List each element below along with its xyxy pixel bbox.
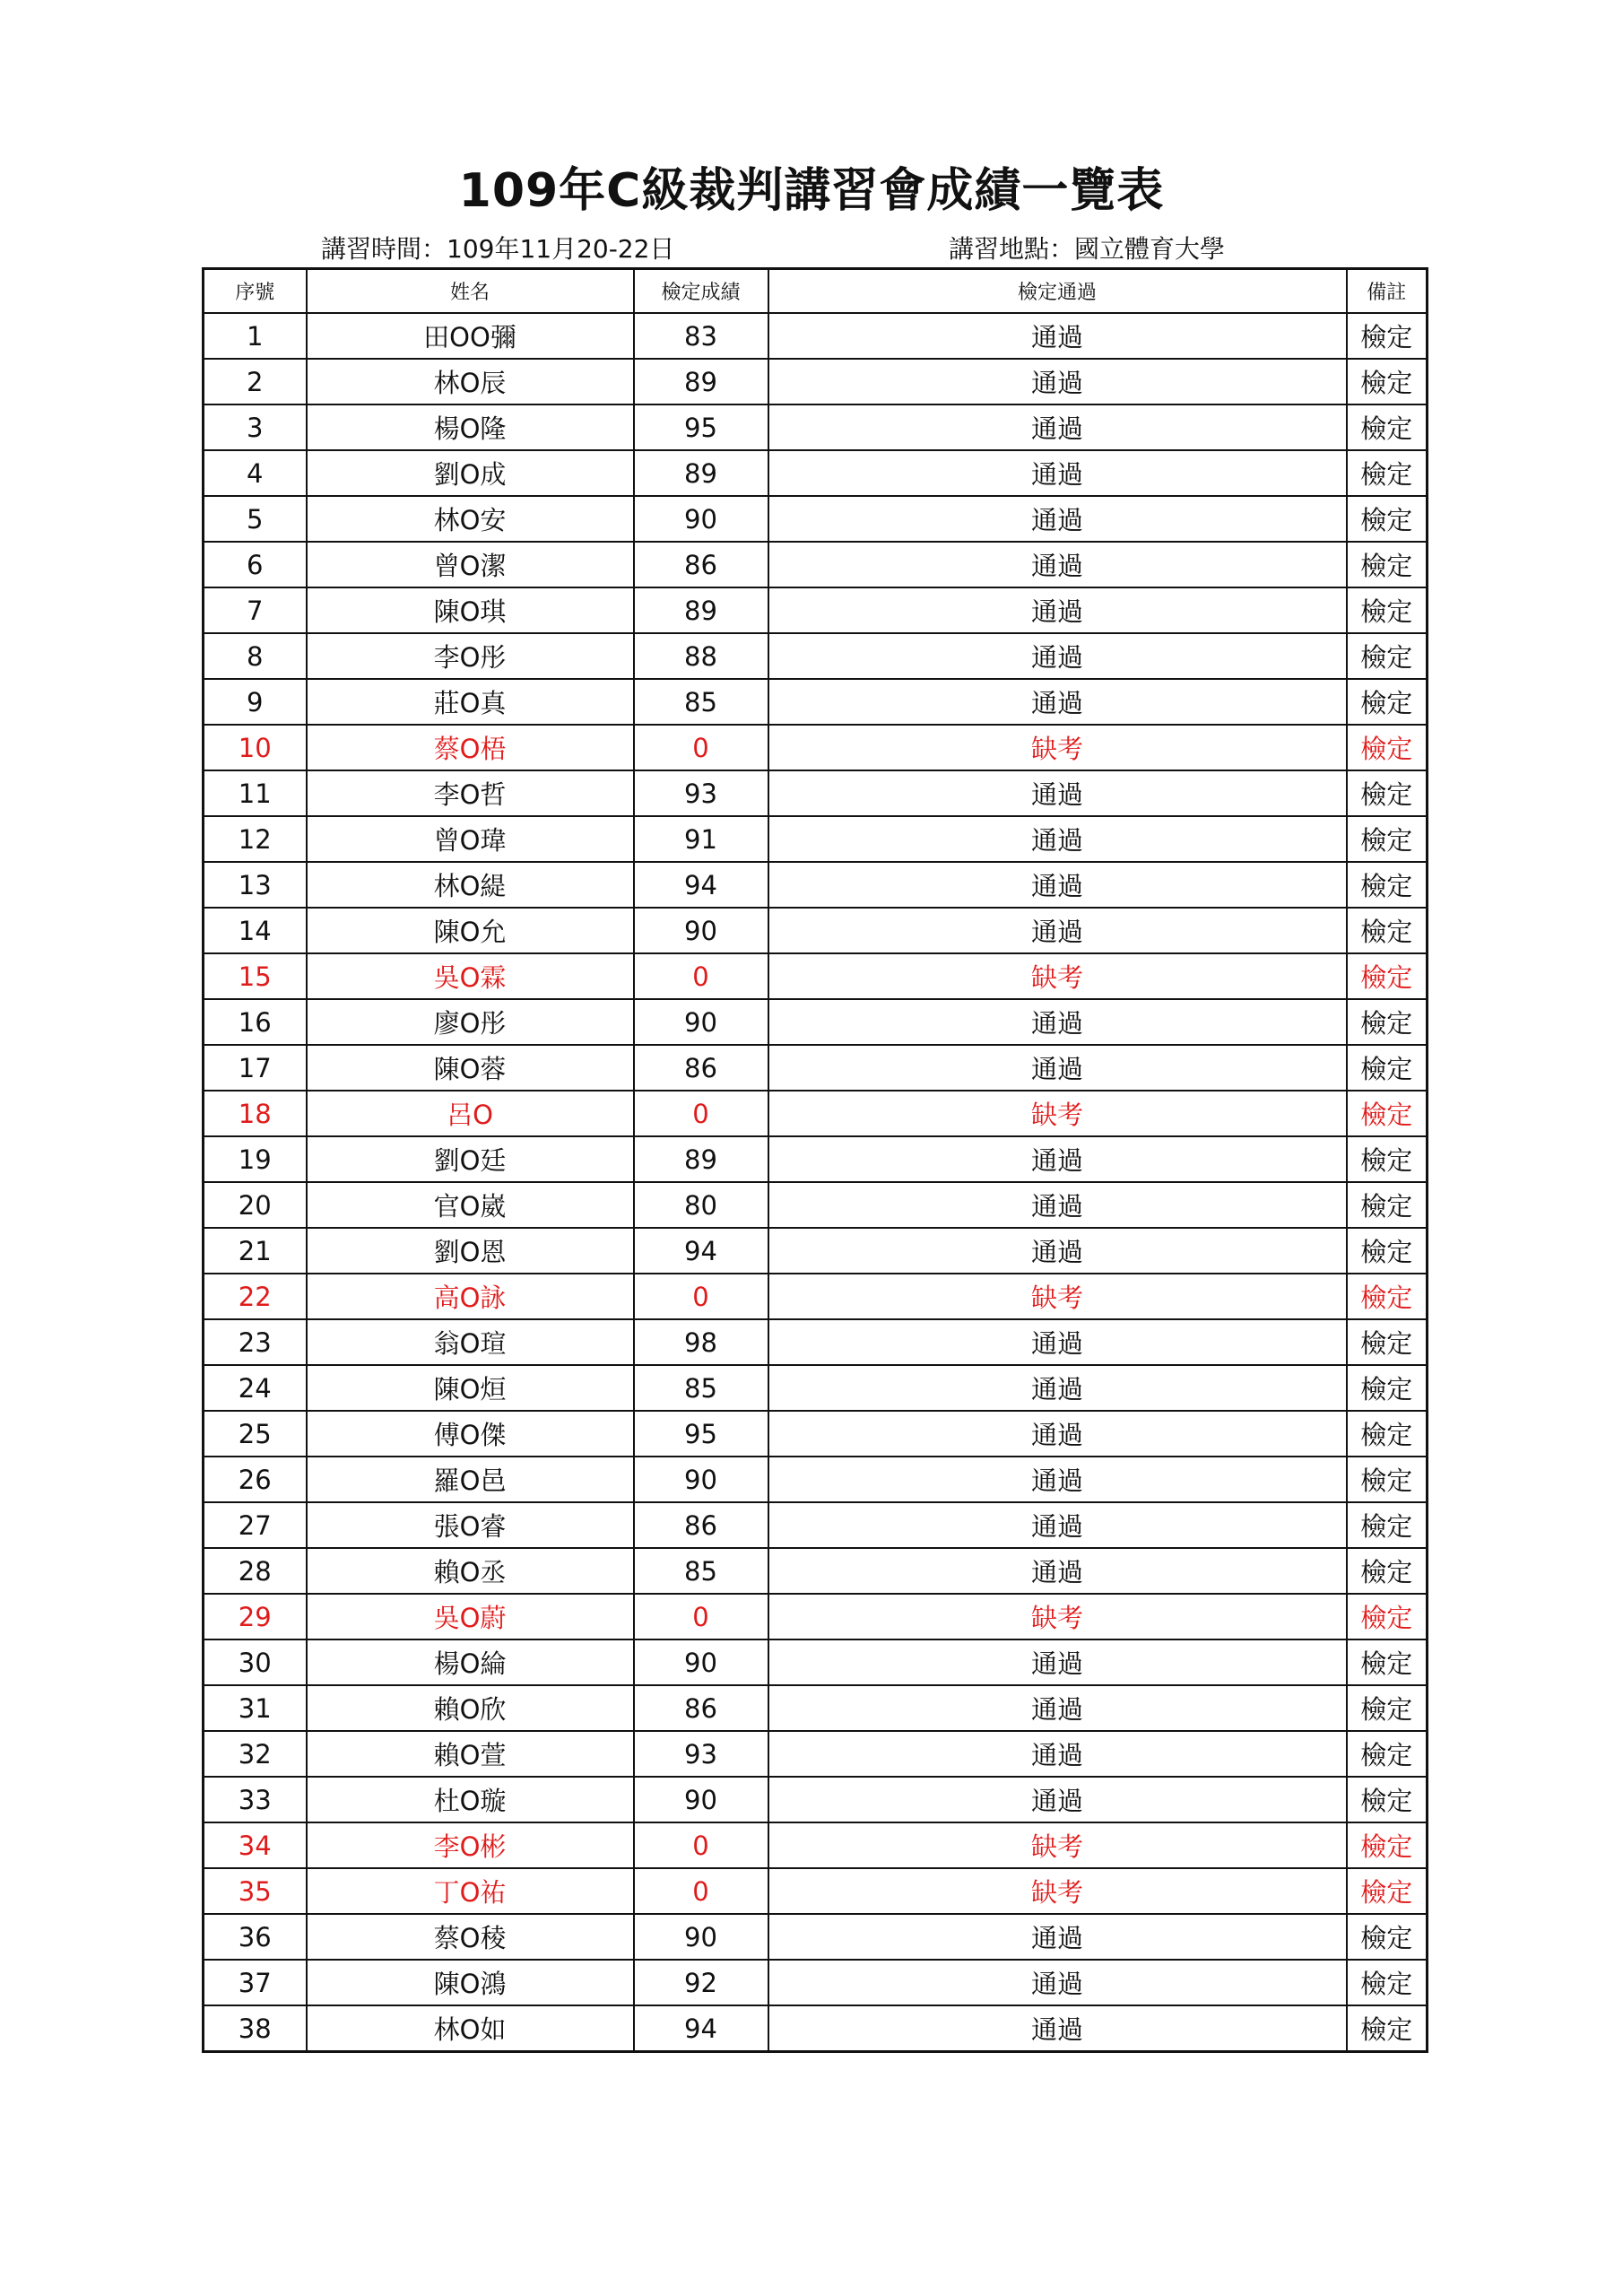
cell-score: 89 (634, 587, 768, 633)
cell-score: 92 (634, 1960, 768, 2005)
cell-number: 17 (204, 1045, 307, 1091)
cell-score: 93 (634, 770, 768, 816)
table-row (204, 1365, 1428, 1411)
table-row (204, 587, 1428, 633)
cell-result: 缺考 (768, 1822, 1347, 1868)
column-header-score: 檢定成績 (634, 269, 768, 314)
cell-number: 1 (204, 313, 307, 359)
table-row (204, 816, 1428, 862)
cell-note: 檢定 (1347, 1777, 1428, 1822)
cell-score: 89 (634, 450, 768, 496)
cell-name: 杜O璇 (307, 1777, 634, 1822)
table-row (204, 1457, 1428, 1502)
cell-number: 30 (204, 1639, 307, 1685)
cell-score: 90 (634, 1777, 768, 1822)
cell-result: 通過 (768, 1411, 1347, 1457)
cell-result: 通過 (768, 1502, 1347, 1548)
table-row (204, 862, 1428, 908)
table-row (204, 633, 1428, 679)
cell-score: 94 (634, 1228, 768, 1274)
grades-table (202, 267, 1428, 2053)
cell-note: 檢定 (1347, 1502, 1428, 1548)
cell-name: 呂O (307, 1091, 634, 1136)
table-row (204, 1045, 1428, 1091)
table-row (204, 953, 1428, 999)
cell-name: 林O如 (307, 2005, 634, 2052)
cell-score: 86 (634, 1045, 768, 1091)
cell-number: 16 (204, 999, 307, 1045)
cell-name: 莊O真 (307, 679, 634, 725)
table-row (204, 496, 1428, 542)
cell-number: 7 (204, 587, 307, 633)
cell-name: 陳O蓉 (307, 1045, 634, 1091)
cell-result: 通過 (768, 908, 1347, 953)
cell-note: 檢定 (1347, 1457, 1428, 1502)
table-row (204, 1228, 1428, 1274)
cell-number: 6 (204, 542, 307, 587)
cell-name: 李O彤 (307, 633, 634, 679)
cell-number: 19 (204, 1136, 307, 1182)
table-row (204, 679, 1428, 725)
cell-score: 85 (634, 1548, 768, 1594)
cell-number: 18 (204, 1091, 307, 1136)
cell-note: 檢定 (1347, 313, 1428, 359)
cell-number: 25 (204, 1411, 307, 1457)
cell-result: 通過 (768, 1228, 1347, 1274)
cell-result: 通過 (768, 770, 1347, 816)
cell-note: 檢定 (1347, 542, 1428, 587)
cell-score: 0 (634, 1868, 768, 1914)
cell-score: 85 (634, 679, 768, 725)
cell-name: 高O詠 (307, 1274, 634, 1319)
cell-result: 通過 (768, 1045, 1347, 1091)
cell-score: 89 (634, 1136, 768, 1182)
cell-number: 8 (204, 633, 307, 679)
cell-name: 劉O廷 (307, 1136, 634, 1182)
cell-score: 86 (634, 1502, 768, 1548)
cell-name: 廖O彤 (307, 999, 634, 1045)
cell-result: 通過 (768, 496, 1347, 542)
cell-result: 缺考 (768, 1274, 1347, 1319)
cell-name: 楊O綸 (307, 1639, 634, 1685)
cell-name: 陳O鴻 (307, 1960, 634, 2005)
table-row (204, 313, 1428, 359)
cell-number: 13 (204, 862, 307, 908)
cell-name: 楊O隆 (307, 404, 634, 450)
column-header-result: 檢定通過 (768, 269, 1347, 314)
cell-note: 檢定 (1347, 1685, 1428, 1731)
cell-number: 10 (204, 725, 307, 770)
cell-result: 通過 (768, 1960, 1347, 2005)
cell-result: 通過 (768, 404, 1347, 450)
cell-score: 85 (634, 1365, 768, 1411)
cell-note: 檢定 (1347, 1914, 1428, 1960)
cell-number: 11 (204, 770, 307, 816)
cell-score: 91 (634, 816, 768, 862)
cell-note: 檢定 (1347, 450, 1428, 496)
table-row (204, 1914, 1428, 1960)
cell-name: 張O睿 (307, 1502, 634, 1548)
cell-name: 陳O允 (307, 908, 634, 953)
cell-note: 檢定 (1347, 633, 1428, 679)
cell-note: 檢定 (1347, 1045, 1428, 1091)
cell-number: 36 (204, 1914, 307, 1960)
cell-number: 23 (204, 1319, 307, 1365)
cell-number: 31 (204, 1685, 307, 1731)
cell-result: 缺考 (768, 953, 1347, 999)
cell-number: 26 (204, 1457, 307, 1502)
cell-name: 林O緹 (307, 862, 634, 908)
cell-score: 86 (634, 542, 768, 587)
cell-result: 通過 (768, 816, 1347, 862)
table-row (204, 1960, 1428, 2005)
table-row (204, 770, 1428, 816)
table-row (204, 1411, 1428, 1457)
cell-note: 檢定 (1347, 1548, 1428, 1594)
cell-number: 2 (204, 359, 307, 404)
cell-score: 90 (634, 1639, 768, 1685)
page-title: 109年C級裁判講習會成績一覽表 (458, 164, 1165, 218)
cell-note: 檢定 (1347, 770, 1428, 816)
grades-table-body (204, 313, 1428, 2052)
cell-note: 檢定 (1347, 587, 1428, 633)
table-row (204, 725, 1428, 770)
cell-name: 傅O傑 (307, 1411, 634, 1457)
cell-name: 蔡O梧 (307, 725, 634, 770)
cell-score: 94 (634, 2005, 768, 2052)
cell-number: 32 (204, 1731, 307, 1777)
cell-note: 檢定 (1347, 1228, 1428, 1274)
cell-result: 通過 (768, 862, 1347, 908)
cell-result: 通過 (768, 1136, 1347, 1182)
cell-number: 20 (204, 1182, 307, 1228)
table-row (204, 1731, 1428, 1777)
cell-name: 羅O邑 (307, 1457, 634, 1502)
cell-name: 曾O潔 (307, 542, 634, 587)
cell-note: 檢定 (1347, 1594, 1428, 1639)
cell-name: 官O崴 (307, 1182, 634, 1228)
cell-note: 檢定 (1347, 1182, 1428, 1228)
cell-name: 劉O恩 (307, 1228, 634, 1274)
cell-number: 24 (204, 1365, 307, 1411)
table-row (204, 1548, 1428, 1594)
cell-name: 陳O烜 (307, 1365, 634, 1411)
cell-note: 檢定 (1347, 359, 1428, 404)
column-header-name: 姓名 (307, 269, 634, 314)
cell-score: 90 (634, 908, 768, 953)
cell-result: 通過 (768, 1457, 1347, 1502)
cell-result: 通過 (768, 1319, 1347, 1365)
cell-note: 檢定 (1347, 953, 1428, 999)
cell-score: 0 (634, 1274, 768, 1319)
cell-result: 缺考 (768, 1091, 1347, 1136)
cell-result: 通過 (768, 1182, 1347, 1228)
cell-number: 3 (204, 404, 307, 450)
column-header-number: 序號 (204, 269, 307, 314)
cell-score: 0 (634, 1091, 768, 1136)
table-row (204, 2005, 1428, 2052)
cell-number: 37 (204, 1960, 307, 2005)
cell-name: 丁O祐 (307, 1868, 634, 1914)
cell-note: 檢定 (1347, 1822, 1428, 1868)
cell-name: 吳O蔚 (307, 1594, 634, 1639)
cell-result: 缺考 (768, 725, 1347, 770)
cell-result: 通過 (768, 313, 1347, 359)
cell-note: 檢定 (1347, 862, 1428, 908)
table-row (204, 999, 1428, 1045)
table-row (204, 1868, 1428, 1914)
cell-number: 29 (204, 1594, 307, 1639)
cell-number: 12 (204, 816, 307, 862)
cell-number: 35 (204, 1868, 307, 1914)
cell-note: 檢定 (1347, 725, 1428, 770)
cell-number: 5 (204, 496, 307, 542)
table-row (204, 404, 1428, 450)
table-row (204, 1822, 1428, 1868)
cell-note: 檢定 (1347, 404, 1428, 450)
table-row (204, 359, 1428, 404)
cell-note: 檢定 (1347, 908, 1428, 953)
cell-result: 通過 (768, 359, 1347, 404)
cell-result: 通過 (768, 1731, 1347, 1777)
table-row (204, 908, 1428, 953)
cell-result: 通過 (768, 1777, 1347, 1822)
cell-name: 賴O丞 (307, 1548, 634, 1594)
cell-score: 86 (634, 1685, 768, 1731)
cell-number: 15 (204, 953, 307, 999)
cell-number: 14 (204, 908, 307, 953)
cell-score: 93 (634, 1731, 768, 1777)
cell-result: 通過 (768, 1365, 1347, 1411)
cell-note: 檢定 (1347, 1960, 1428, 2005)
cell-result: 通過 (768, 542, 1347, 587)
column-header-note: 備註 (1347, 269, 1428, 314)
cell-score: 88 (634, 633, 768, 679)
cell-note: 檢定 (1347, 1136, 1428, 1182)
cell-score: 90 (634, 496, 768, 542)
cell-result: 通過 (768, 1685, 1347, 1731)
cell-number: 27 (204, 1502, 307, 1548)
cell-result: 通過 (768, 450, 1347, 496)
cell-result: 缺考 (768, 1594, 1347, 1639)
table-row (204, 1091, 1428, 1136)
cell-score: 0 (634, 1594, 768, 1639)
cell-score: 0 (634, 1822, 768, 1868)
cell-name: 劉O成 (307, 450, 634, 496)
cell-score: 0 (634, 725, 768, 770)
table-row (204, 1594, 1428, 1639)
training-time: 講習時間：109年11月20-22日 (321, 234, 675, 264)
cell-result: 通過 (768, 999, 1347, 1045)
cell-note: 檢定 (1347, 2005, 1428, 2052)
cell-number: 28 (204, 1548, 307, 1594)
cell-note: 檢定 (1347, 1411, 1428, 1457)
cell-score: 90 (634, 999, 768, 1045)
cell-name: 曾O瑋 (307, 816, 634, 862)
cell-note: 檢定 (1347, 1731, 1428, 1777)
cell-score: 89 (634, 359, 768, 404)
table-row (204, 1182, 1428, 1228)
cell-name: 李O哲 (307, 770, 634, 816)
table-row (204, 542, 1428, 587)
cell-name: 陳O琪 (307, 587, 634, 633)
cell-result: 通過 (768, 1548, 1347, 1594)
cell-name: 翁O瑄 (307, 1319, 634, 1365)
cell-name: 李O彬 (307, 1822, 634, 1868)
cell-note: 檢定 (1347, 1868, 1428, 1914)
table-row (204, 1274, 1428, 1319)
cell-name: 林O辰 (307, 359, 634, 404)
cell-number: 21 (204, 1228, 307, 1274)
table-row (204, 1502, 1428, 1548)
cell-note: 檢定 (1347, 496, 1428, 542)
cell-note: 檢定 (1347, 1274, 1428, 1319)
cell-score: 83 (634, 313, 768, 359)
cell-result: 通過 (768, 1914, 1347, 1960)
cell-score: 94 (634, 862, 768, 908)
cell-name: 吳O霖 (307, 953, 634, 999)
cell-score: 80 (634, 1182, 768, 1228)
cell-result: 通過 (768, 587, 1347, 633)
table-row (204, 1319, 1428, 1365)
cell-score: 98 (634, 1319, 768, 1365)
table-row (204, 1639, 1428, 1685)
table-row (204, 1685, 1428, 1731)
cell-result: 通過 (768, 679, 1347, 725)
training-location: 講習地點：國立體育大學 (949, 234, 1226, 264)
cell-number: 38 (204, 2005, 307, 2052)
cell-note: 檢定 (1347, 1365, 1428, 1411)
cell-number: 22 (204, 1274, 307, 1319)
table-row (204, 450, 1428, 496)
cell-result: 通過 (768, 2005, 1347, 2052)
cell-note: 檢定 (1347, 1639, 1428, 1685)
cell-name: 田OO彌 (307, 313, 634, 359)
cell-name: 賴O萱 (307, 1731, 634, 1777)
cell-result: 通過 (768, 633, 1347, 679)
cell-note: 檢定 (1347, 1091, 1428, 1136)
cell-score: 90 (634, 1914, 768, 1960)
cell-note: 檢定 (1347, 1319, 1428, 1365)
cell-number: 4 (204, 450, 307, 496)
cell-name: 林O安 (307, 496, 634, 542)
cell-score: 95 (634, 1411, 768, 1457)
cell-number: 33 (204, 1777, 307, 1822)
cell-score: 0 (634, 953, 768, 999)
cell-name: 賴O欣 (307, 1685, 634, 1731)
cell-number: 9 (204, 679, 307, 725)
table-row (204, 1777, 1428, 1822)
cell-note: 檢定 (1347, 679, 1428, 725)
cell-name: 蔡O稜 (307, 1914, 634, 1960)
cell-score: 90 (634, 1457, 768, 1502)
cell-score: 95 (634, 404, 768, 450)
table-header-row (204, 269, 1428, 314)
cell-note: 檢定 (1347, 999, 1428, 1045)
table-row (204, 1136, 1428, 1182)
cell-result: 缺考 (768, 1868, 1347, 1914)
cell-note: 檢定 (1347, 816, 1428, 862)
cell-result: 通過 (768, 1639, 1347, 1685)
cell-number: 34 (204, 1822, 307, 1868)
